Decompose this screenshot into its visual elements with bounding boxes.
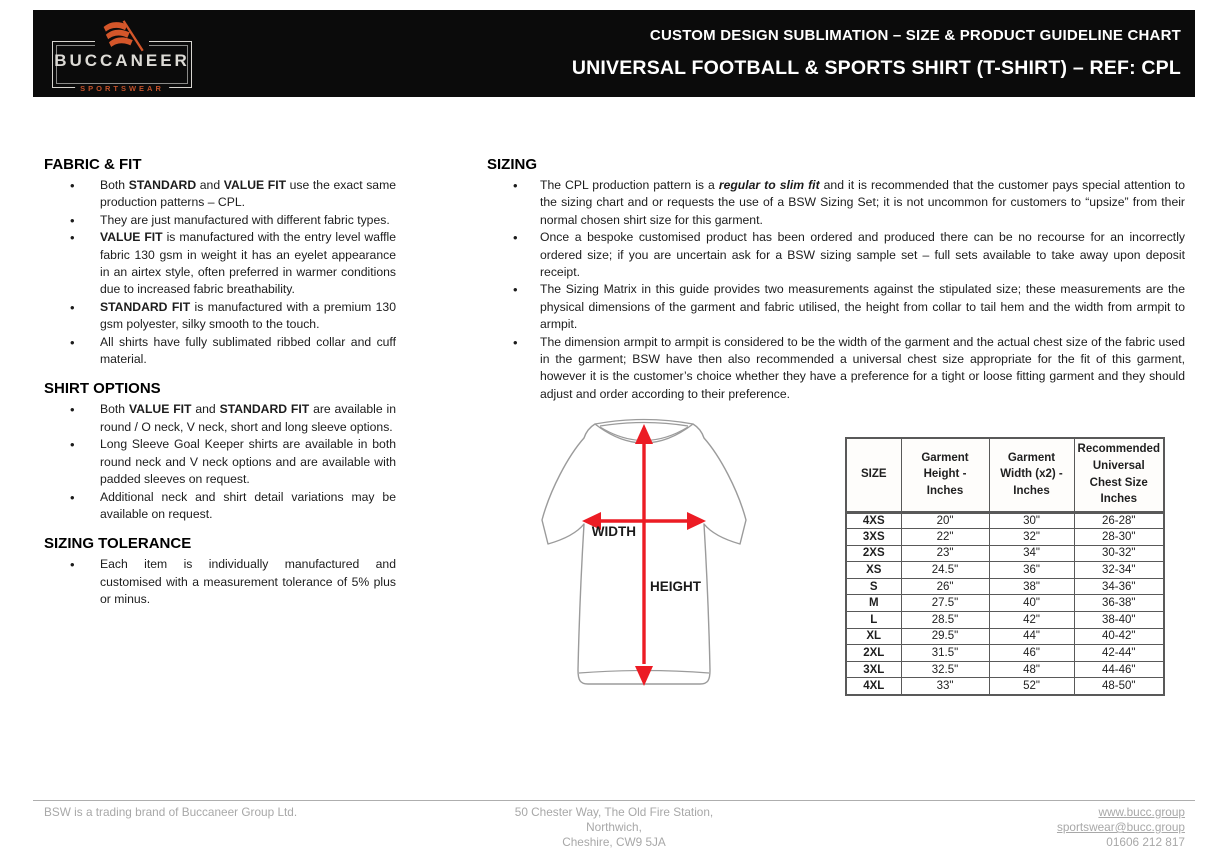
size-table-row — [846, 578, 1164, 595]
size-table-cell: 4XL — [846, 678, 901, 695]
bullet-item: • Both VALUE FIT and STANDARD FIT are available in round / O neck, V neck, short and long sleeve options. — [44, 401, 396, 436]
size-table-cell: 42-44" — [1074, 645, 1164, 662]
size-table-cell: 30" — [989, 512, 1074, 529]
size-table-cell: 24.5" — [901, 562, 989, 579]
size-table-cell: 44-46" — [1074, 661, 1164, 678]
size-table-cell: M — [846, 595, 901, 612]
size-table-cell: S — [846, 578, 901, 595]
fabric-fit-list — [44, 177, 396, 368]
shirt-options-heading: SHIRT OPTIONS — [44, 380, 161, 398]
sizing-list — [487, 177, 1185, 403]
size-table-cell: 23" — [901, 545, 989, 562]
size-table-cell: 20" — [901, 512, 989, 529]
logo-subtitle: SPORTSWEAR — [75, 84, 169, 93]
address-line-3: Cheshire, CW9 5JA — [562, 835, 666, 849]
size-table-row — [846, 678, 1164, 695]
buccaneer-logo — [52, 41, 192, 93]
left-column — [44, 156, 396, 621]
size-table-cell: 28.5" — [901, 612, 989, 629]
size-table-cell: 3XL — [846, 661, 901, 678]
size-table-cell: 29.5" — [901, 628, 989, 645]
shirt-options-list — [44, 401, 396, 523]
section-sizing-tolerance — [44, 535, 396, 608]
size-table-row — [846, 612, 1164, 629]
col-garment-width: Garment Width (x2) - Inches — [989, 438, 1074, 512]
size-table-cell: 48" — [989, 661, 1074, 678]
size-table-cell: 32.5" — [901, 661, 989, 678]
size-table-cell: XL — [846, 628, 901, 645]
size-table-row — [846, 661, 1164, 678]
size-table-row — [846, 595, 1164, 612]
address-line-1: 50 Chester Way, The Old Fire Station, — [514, 805, 714, 819]
size-table-cell: 32" — [989, 529, 1074, 546]
bullet-item: • VALUE FIT is manufactured with the entry level waffle fabric 130 gsm in weight it has an eyelet appearance in an airtex style, often preferred in warmer conditions due to increased fabric breathability. — [44, 229, 396, 299]
col-garment-height: Garment Height - Inches — [901, 438, 989, 512]
size-table-row — [846, 529, 1164, 546]
bullet-item: • Additional neck and shirt detail variations may be available on request. — [44, 489, 396, 524]
col-size: SIZE — [846, 438, 901, 512]
email-link[interactable]: sportswear@bucc.group — [1056, 820, 1185, 834]
phone-number: 01606 212 817 — [1106, 835, 1185, 849]
size-table-cell: 36-38" — [1074, 595, 1164, 612]
size-table-cell: 42" — [989, 612, 1074, 629]
bullet-item: • Both STANDARD and VALUE FIT use the exact same production patterns – CPL. — [44, 177, 396, 212]
sizing-heading: SIZING — [487, 156, 538, 173]
website-link[interactable]: www.bucc.group — [1098, 805, 1185, 819]
size-table-row — [846, 628, 1164, 645]
width-label: WIDTH — [591, 524, 636, 539]
size-table-cell: 22" — [901, 529, 989, 546]
size-table-cell: 4XS — [846, 512, 901, 529]
size-table — [845, 437, 1165, 696]
document-titles — [572, 27, 1181, 80]
size-table-cell: 40" — [989, 595, 1074, 612]
size-table-cell: 31.5" — [901, 645, 989, 662]
page-title: UNIVERSAL FOOTBALL & SPORTS SHIRT (T-SHIRT) – REF: CPL — [571, 57, 1181, 79]
bullet-item: • Each item is individually manufactured and customised with a measurement tolerance of 5% plus or minus. — [44, 556, 396, 608]
bullet-item: • The Sizing Matrix in this guide provides two measurements against the stipulated size; these measurements are the physical dimensions of the garment and fabric utilised, the height from collar to tail hem and the width from armpit to armpit. — [487, 281, 1185, 333]
sizing-tolerance-list — [44, 556, 396, 608]
size-table-row — [846, 645, 1164, 662]
size-matrix — [845, 437, 1165, 696]
size-table-cell: 40-42" — [1074, 628, 1164, 645]
height-label: HEIGHT — [650, 579, 702, 594]
logo-wordmark: BUCCANEER — [54, 51, 190, 70]
size-table-cell: 34" — [989, 545, 1074, 562]
size-table-cell: 48-50" — [1074, 678, 1164, 695]
bullet-item: • Once a bespoke customised product has been ordered and produced there can be no recourse for an incorrectly ordered size; if you are uncertain ask for a BSW sizing sample set – full sets available to take away upon deposit receipt. — [487, 229, 1185, 281]
address-line-2: Northwich, — [586, 820, 642, 834]
tshirt-measurement-diagram — [528, 411, 760, 698]
footer-contact — [1057, 805, 1185, 850]
size-table-cell: 38" — [989, 578, 1074, 595]
bullet-item: • STANDARD FIT is manufactured with a premium 130 gsm polyester, silky smooth to the touch. — [44, 299, 396, 334]
section-shirt-options — [44, 380, 396, 523]
size-table-cell: 32-34" — [1074, 562, 1164, 579]
size-table-cell: 34-36" — [1074, 578, 1164, 595]
size-table-cell: 52" — [989, 678, 1074, 695]
sizing-tolerance-heading: SIZING TOLERANCE — [44, 535, 192, 553]
size-table-cell: 3XS — [846, 529, 901, 546]
bullet-item: • All shirts have fully sublimated ribbed collar and cuff material. — [44, 334, 396, 369]
footer-address — [0, 805, 1228, 850]
size-table-cell: 46" — [989, 645, 1074, 662]
size-table-cell: 26" — [901, 578, 989, 595]
document-subtitle: CUSTOM DESIGN SUBLIMATION – SIZE & PRODUCT GUIDELINE CHART — [649, 27, 1181, 44]
bullet-item: • Long Sleeve Goal Keeper shirts are available in both round neck and V neck options and are available with padded sleeves on request. — [44, 436, 396, 488]
size-table-header-row — [846, 438, 1164, 512]
section-sizing — [487, 156, 1185, 403]
footer-trading-note: BSW is a trading brand of Buccaneer Group Ltd. — [44, 805, 298, 819]
bullet-item: • They are just manufactured with different fabric types. — [44, 212, 396, 229]
size-table-cell: 44" — [989, 628, 1074, 645]
size-table-cell: 2XS — [846, 545, 901, 562]
size-table-row — [846, 562, 1164, 579]
bullet-item: • The CPL production pattern is a regular to slim fit and it is recommended that the customer pays special attention to the sizing chart and or requests the use of a BSW Sizing Set; it is not uncommon for customers to “upsize” from their normal chosen shirt size for this garment. — [487, 177, 1185, 229]
size-table-cell: 38-40" — [1074, 612, 1164, 629]
size-table-cell: 28-30" — [1074, 529, 1164, 546]
fabric-fit-heading: FABRIC & FIT — [44, 156, 142, 173]
header-bar — [33, 10, 1195, 97]
size-table-cell: 30-32" — [1074, 545, 1164, 562]
bullet-item: • The dimension armpit to armpit is considered to be the width of the garment and the actual chest size of the fabric used in the garment; BSW have then also recommended a universal chest size appropriate for the fit of this garment, however it is the customer’s choice whether they have a preference for a tight or loose fitting garment and they should adjust and order according to their preference. — [487, 334, 1185, 404]
footer-divider — [33, 800, 1195, 801]
right-column — [487, 156, 1185, 415]
size-table-row — [846, 512, 1164, 529]
section-fabric-fit — [44, 156, 396, 368]
size-table-cell: XS — [846, 562, 901, 579]
size-table-cell: L — [846, 612, 901, 629]
size-table-cell: 2XL — [846, 645, 901, 662]
size-table-cell: 27.5" — [901, 595, 989, 612]
size-table-cell: 36" — [989, 562, 1074, 579]
col-recommended-chest: Recommended Universal Chest Size Inches — [1074, 438, 1164, 512]
size-table-row — [846, 545, 1164, 562]
size-table-cell: 33" — [901, 678, 989, 695]
size-table-cell: 26-28" — [1074, 512, 1164, 529]
